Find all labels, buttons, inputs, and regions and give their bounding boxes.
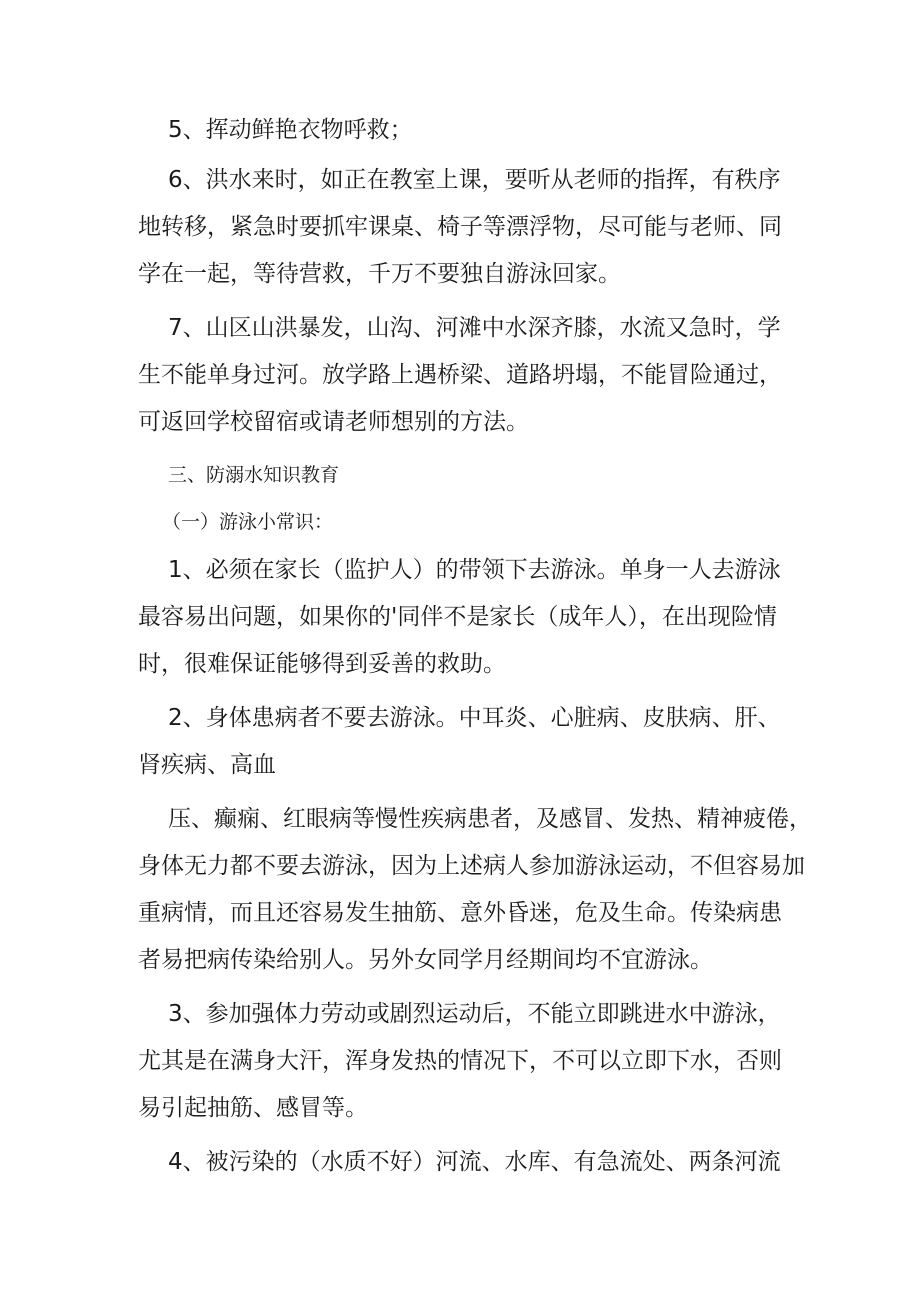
paragraph-continuation-line-3: 重病情，而且还容易发生抽筋、意外昏迷，危及生命。传染病患 — [138, 900, 782, 926]
paragraph-item-3-line-2: 尤其是在满身大汗，浑身发热的情况下，不可以立即下水，否则 — [138, 1048, 782, 1074]
paragraph-item-1-line-1: 1、必须在家长（监护人）的带领下去游泳。单身一人去游泳 — [168, 557, 781, 583]
paragraph-item-1-line-2: 最容易出问题，如果你的'同伴不是家长（成年人），在出现险情 — [138, 604, 777, 630]
paragraph-item-6-line-1: 6、洪水来时，如正在教室上课，要听从老师的指挥，有秩序 — [168, 167, 781, 193]
paragraph-item-3-line-1: 3、参加强体力劳动或剧烈运动后，不能立即跳进水中游泳， — [168, 1001, 781, 1027]
paragraph-item-4-line-1: 4、被污染的（水质不好）河流、水库、有急流处、两条河流 — [168, 1149, 781, 1175]
paragraph-item-7-line-2: 生不能单身过河。放学路上遇桥梁、道路坍塌，不能冒险通过， — [138, 362, 782, 388]
paragraph-item-6-line-2: 地转移，紧急时要抓牢课桌、椅子等漂浮物，尽可能与老师、同 — [138, 214, 782, 240]
paragraph-continuation-line-2: 身体无力都不要去游泳，因为上述病人参加游泳运动，不但容易加 — [138, 853, 805, 879]
paragraph-item-3-line-3: 易引起抽筋、感冒等。 — [138, 1095, 368, 1121]
paragraph-continuation-line-4: 者易把病传染给别人。另外女同学月经期间均不宜游泳。 — [138, 947, 713, 973]
paragraph-item-6-line-3: 学在一起，等待营救，千万不要独自游泳回家。 — [138, 261, 621, 287]
paragraph-item-1-line-3: 时，很难保证能够得到妥善的救助。 — [138, 651, 506, 677]
subsection-heading: （一）游泳小常识： — [162, 511, 334, 533]
paragraph-item-2-line-1: 2、身体患病者不要去游泳。中耳炎、心脏病、皮肤病、肝、 — [168, 705, 781, 731]
paragraph-item-7-line-3: 可返回学校留宿或请老师想别的方法。 — [138, 409, 529, 435]
paragraph-continuation-line-1: 压、癫痫、红眼病等慢性疾病患者，及感冒、发热、精神疲倦， — [168, 806, 812, 832]
paragraph-item-2-line-2: 肾疾病、高血 — [138, 752, 276, 778]
section-heading: 三、防溺水知识教育 — [168, 464, 340, 486]
paragraph-item-5: 5、挥动鲜艳衣物呼救； — [168, 117, 413, 143]
paragraph-item-7-line-1: 7、山区山洪暴发，山沟、河滩中水深齐膝，水流又急时，学 — [168, 315, 781, 341]
